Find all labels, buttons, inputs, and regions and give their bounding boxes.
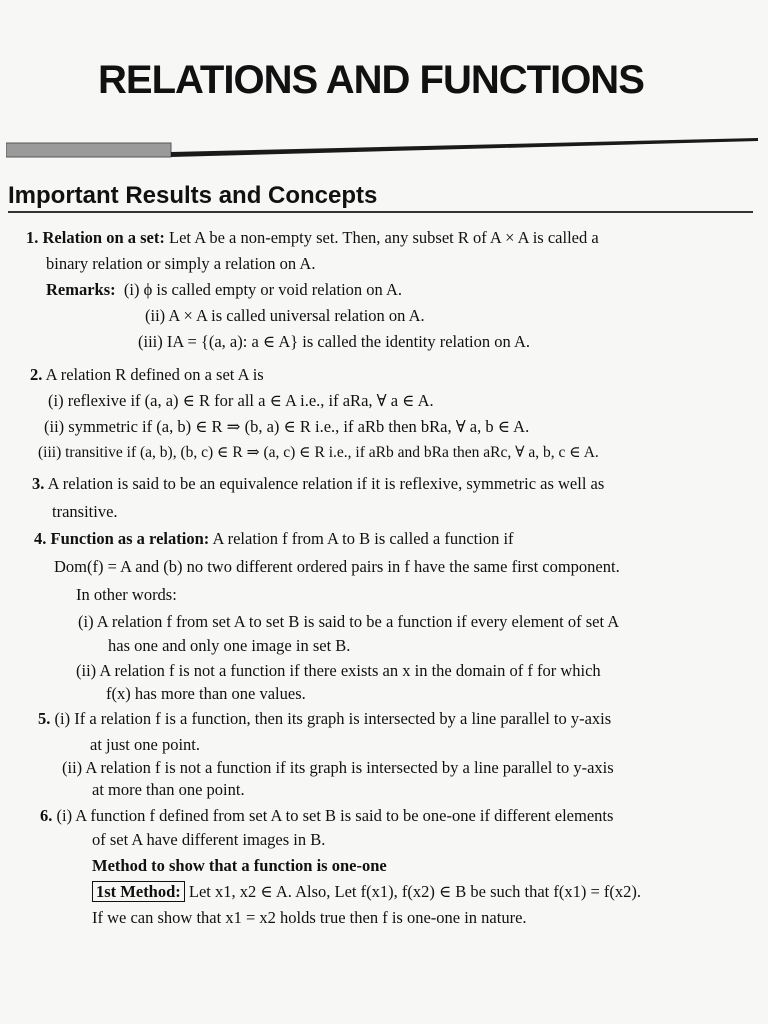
section-underline (8, 211, 753, 213)
item-2-reflexive: (i) reflexive if (a, a) ∈ R for all a ∈ A i.e., if aRa, ∀ a ∈ A. (48, 391, 434, 410)
item-2-symmetric: (ii) symmetric if (a, b) ∈ R ⇒ (b, a) ∈ R i.e., if aRb then bRa, ∀ a, b ∈ A. (44, 417, 530, 436)
item-4-line-2: Dom(f) = A and (b) no two different ordered pairs in f have the same first component. (54, 557, 620, 576)
item-2-line-1: 2. A relation R defined on a set A is (30, 365, 264, 384)
item-6-sub-i-1: 6. (i) A function f defined from set A to set B is said to be one-one if different elements (40, 806, 614, 825)
item-4-sub-i-1: (i) A relation f from set A to set B is said to be a function if every element of set A (78, 612, 620, 631)
title-divider (6, 138, 758, 164)
item-6-method-line-2: If we can show that x1 = x2 holds true then f is one-one in nature. (92, 908, 527, 927)
item-6-sub-i-2: of set A have different images in B. (92, 830, 326, 849)
item-6-method-heading: Method to show that a function is one-one (92, 856, 387, 875)
item-3-line-1: 3. A relation is said to be an equivalence relation if it is reflexive, symmetric as well as (32, 474, 605, 493)
item-5-sub-ii-1: (ii) A relation f is not a function if its graph is intersected by a line parallel to y-axis (62, 758, 614, 777)
item-4-line-3: In other words: (76, 585, 177, 604)
item-3-line-2: transitive. (52, 502, 118, 521)
item-5-sub-i-2: at just one point. (90, 735, 200, 754)
item-5-sub-i-1: 5. (i) If a relation f is a function, then its graph is intersected by a line parallel to y-axis (38, 709, 612, 728)
item-1-remark-3: (iii) IA = {(a, a): a ∈ A} is called the identity relation on A. (138, 332, 531, 351)
item-1-line-1: 1. Relation on a set: Let A be a non-empty set. Then, any subset R of A × A is called a (26, 228, 599, 247)
item-4-sub-i-2: has one and only one image in set B. (108, 636, 351, 655)
page-title: RELATIONS AND FUNCTIONS (98, 58, 644, 102)
item-4-sub-ii-2: f(x) has more than one values. (106, 684, 306, 703)
item-1-remarks: Remarks: (i) ϕ is called empty or void relation on A. (46, 280, 403, 299)
item-6-method-line-1: 1st Method: Let x1, x2 ∈ A. Also, Let f(x1), f(x2) ∈ B be such that f(x1) = f(x2). (92, 882, 641, 902)
item-4-sub-ii-1: (ii) A relation f is not a function if there exists an x in the domain of f for which (76, 661, 601, 680)
item-5-sub-ii-2: at more than one point. (92, 780, 245, 799)
item-4-line-1: 4. Function as a relation: A relation f from A to B is called a function if (34, 529, 514, 548)
first-method-box: 1st Method: (92, 881, 185, 902)
item-1-line-2: binary relation or simply a relation on A. (46, 254, 316, 273)
section-heading: Important Results and Concepts (8, 182, 378, 209)
item-2-transitive: (iii) transitive if (a, b), (b, c) ∈ R ⇒ (a, c) ∈ R i.e., if aRb and bRa then aRc, ∀ a, b, c ∈ A. (38, 444, 599, 461)
item-1-remark-2: (ii) A × A is called universal relation on A. (145, 306, 425, 325)
